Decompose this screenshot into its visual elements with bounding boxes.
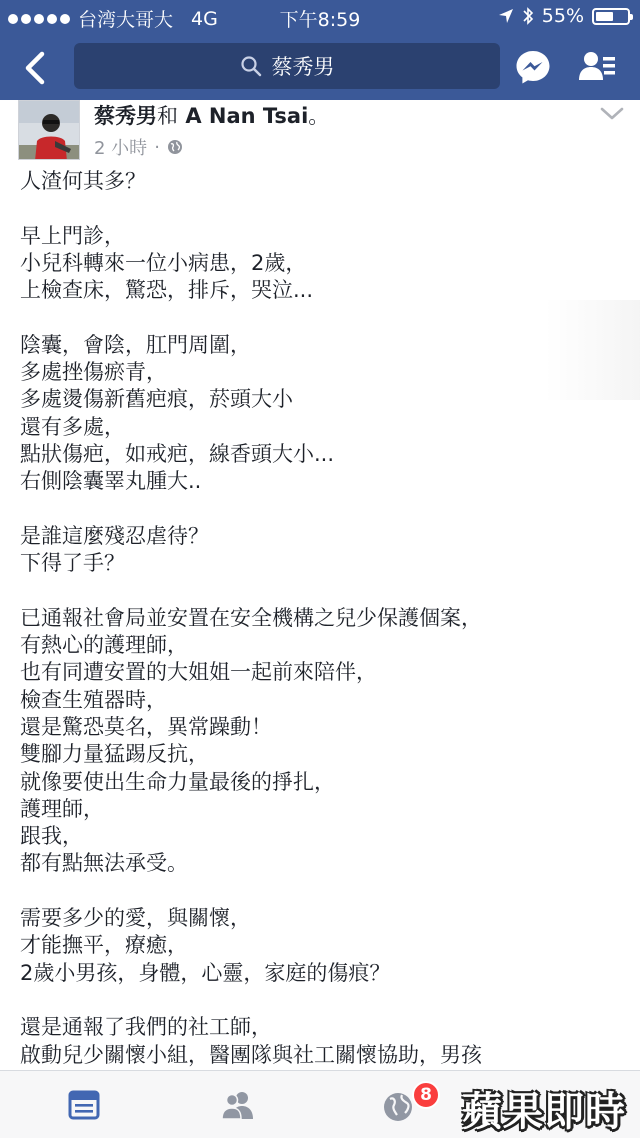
post-line: 需要多少的愛，與關懷，: [20, 906, 251, 931]
post-line: 上檢查床，驚恐，排斥，哭泣...: [20, 278, 314, 303]
chevron-left-icon: [14, 46, 58, 90]
chevron-down-icon: [598, 104, 626, 124]
search-input[interactable]: [74, 43, 500, 89]
post-paragraph: [20, 523, 620, 578]
with-word: 和: [157, 104, 178, 128]
post-line: 已通報社會局並安置在安全機構之兒少保護個案，: [20, 605, 482, 630]
post-line: 也有同遭安置的大姐姐一起前來陪伴，: [20, 660, 377, 685]
messenger-button[interactable]: [512, 46, 554, 88]
tagged-name[interactable]: A Nan Tsai: [185, 104, 309, 128]
post-line: 就像要使出生命力量最後的掙扎，: [20, 769, 335, 794]
post-line: 2歲小男孩，身體，心靈，家庭的傷痕？: [20, 960, 391, 985]
friend-requests-icon: [576, 46, 618, 88]
status-bar: [0, 0, 640, 34]
post-line: 還有多處，: [20, 414, 125, 439]
post-paragraph: [20, 605, 620, 878]
post-author-line: [94, 100, 329, 130]
messenger-icon: [512, 46, 554, 88]
post-line: 還是驚恐莫名，異常躁動！: [20, 714, 272, 739]
post-line: 跟我，: [20, 824, 83, 849]
network-label: 4G: [191, 7, 218, 30]
meta-dot: ·: [154, 136, 160, 158]
post-line: 啟動兒少關懷小組，醫團隊與社工關懷協助，男孩: [20, 1042, 482, 1067]
author-avatar[interactable]: [18, 100, 80, 160]
status-right: [498, 5, 630, 27]
post-line: 早上門診，: [20, 223, 125, 248]
post-line: 雙腳力量猛踢反抗，: [20, 742, 209, 767]
post-line: 陰囊，會陰，肛門周圍，: [20, 332, 251, 357]
post-time[interactable]: 2 小時: [94, 138, 148, 159]
author-name[interactable]: 蔡秀男: [94, 104, 157, 128]
watermark-logo: 蘋果即時: [462, 1089, 626, 1135]
post-paragraph: [20, 223, 620, 305]
post-line: 下得了手？: [20, 551, 125, 576]
battery-percent: 55%: [541, 5, 584, 27]
post-line: 點狀傷疤，如戒疤，線香頭大小...: [20, 441, 335, 466]
post-line: 有熱心的護理師，: [20, 633, 188, 658]
post-line: 右側陰囊睪丸腫大..: [20, 469, 202, 494]
back-button[interactable]: [14, 46, 58, 90]
search-query: 蔡秀男: [271, 55, 335, 79]
bluetooth-icon: [522, 6, 534, 26]
battery-fill: [596, 12, 613, 21]
post-line: 多處挫傷瘀青，: [20, 360, 167, 385]
photo-glare: [545, 300, 640, 400]
carrier-label: 台湾大哥大: [78, 9, 174, 31]
post-line: 護理師，: [20, 796, 104, 821]
post-paragraph: [20, 332, 620, 496]
notification-badge: 8: [412, 1081, 440, 1109]
battery-icon: [592, 8, 630, 25]
tab-friends[interactable]: [218, 1085, 258, 1125]
tab-news-feed[interactable]: [64, 1085, 104, 1125]
post-paragraph: [20, 1014, 620, 1069]
avatar-photo: [19, 101, 80, 160]
post-meta: [94, 134, 183, 160]
news-feed-icon: [64, 1085, 104, 1125]
post-text: [20, 168, 620, 1070]
post-line: 還是通報了我們的社工師，: [20, 1015, 272, 1040]
post-paragraph: [20, 905, 620, 987]
post-line: 小兒科轉來一位小病患，2歲，: [20, 250, 307, 275]
post-line: 才能撫平，療癒，: [20, 933, 188, 958]
period: 。: [308, 104, 330, 128]
post-line: 人渣何其多？: [20, 169, 146, 193]
friends-icon: [218, 1085, 258, 1125]
friend-requests-button[interactable]: [576, 46, 618, 88]
post-line: 檢查生殖器時，: [20, 687, 167, 712]
post-header: [0, 100, 640, 162]
globe-icon: [167, 139, 183, 155]
post-line: 是誰這麼殘忍虐待？: [20, 523, 209, 548]
status-time: 下午8:59: [279, 9, 361, 31]
post-line: 多處燙傷新舊疤痕，菸頭大小: [20, 387, 293, 412]
post-paragraph: [20, 168, 620, 195]
post-line: 都有點無法承受。: [20, 851, 188, 876]
location-arrow-icon: [498, 8, 514, 24]
nav-bar: [0, 34, 640, 100]
post-options-button[interactable]: [598, 104, 626, 124]
search-icon: [240, 55, 262, 77]
